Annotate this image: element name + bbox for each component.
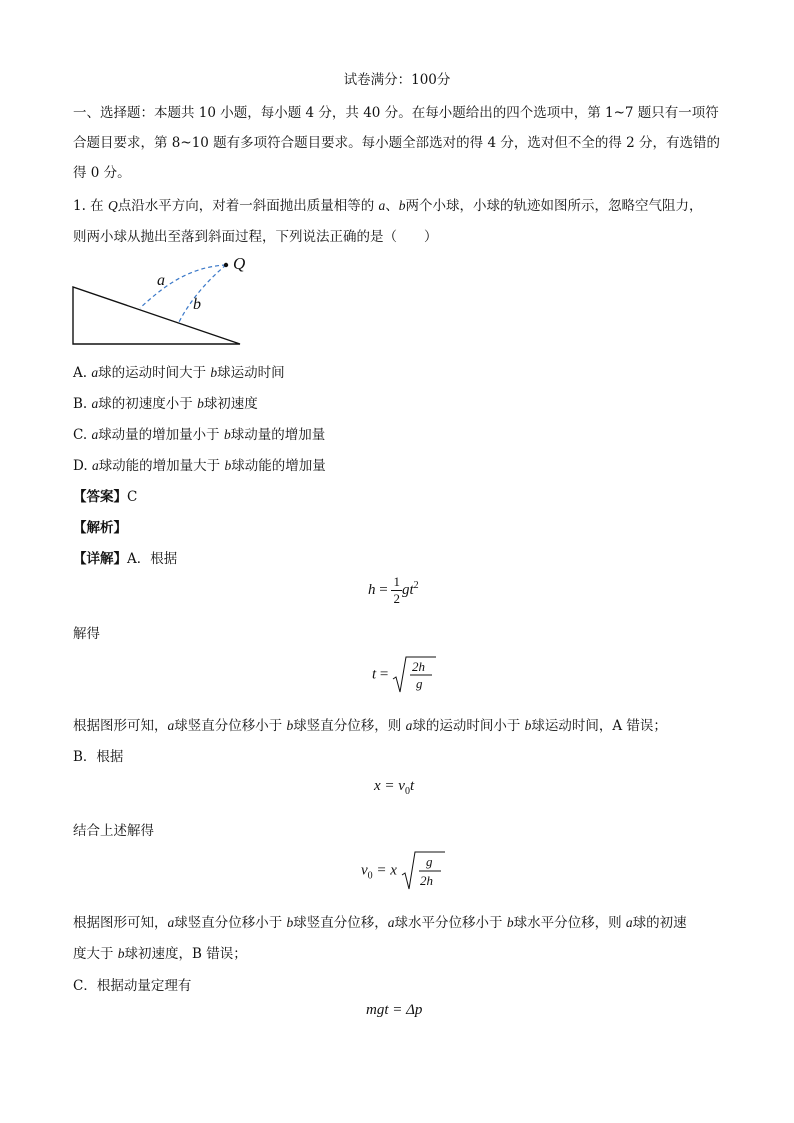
- formula-var: t: [372, 666, 377, 683]
- option-var: b: [210, 365, 218, 380]
- separator: 、: [385, 198, 399, 214]
- option-text: 球的运动时间大于: [98, 365, 211, 381]
- conclusion-text: 球竖直分位移，则: [293, 718, 406, 734]
- q1-text-post: 两个小球，小球的轨迹如图所示，忽略空气阻力，: [405, 198, 703, 214]
- option-var: a: [91, 427, 99, 442]
- formula-x: [374, 778, 414, 797]
- solve-label-1: 解得: [73, 626, 100, 642]
- answer-line: [73, 485, 137, 505]
- conclusion-text: 球水平分位移，则: [513, 915, 626, 931]
- formula-var: v: [361, 862, 368, 879]
- figure-label-b: b: [193, 296, 201, 313]
- conclusion-text: 球运动时间，A 错误；: [531, 718, 667, 734]
- option-d: [73, 454, 326, 474]
- sqrt-den: 2h: [419, 873, 433, 888]
- sqrt-num: g: [425, 854, 433, 869]
- option-letter: A.: [73, 365, 88, 381]
- ball-a: a: [378, 198, 386, 213]
- answer-value: C: [127, 489, 138, 505]
- figure-label-a: a: [157, 272, 165, 289]
- section-instructions-line3: 得 0 分。: [73, 165, 131, 181]
- point-q-dot: [224, 263, 228, 267]
- point-q: Q: [107, 198, 118, 213]
- conclusion-text: 根据图形可知，: [73, 718, 168, 734]
- option-letter: D.: [73, 458, 88, 474]
- formula-t: [372, 655, 436, 695]
- question-1-stem-line1: [73, 194, 703, 214]
- fraction-num: 1: [393, 574, 400, 589]
- figure-label-q: Q: [233, 254, 246, 273]
- formula-subscript: 0: [404, 786, 410, 797]
- option-text: 球动能的增加量大于: [98, 458, 225, 474]
- formula-eq: =: [375, 581, 392, 598]
- section-instructions-line2: 合题目要求，第 8~10 题有多项符合题目要求。每小题全部选对的得 4 分，选对但不全的得 2 分，有选错的: [73, 135, 721, 151]
- formula-h: [368, 574, 419, 607]
- option-text: 球动能的增加量: [231, 458, 326, 474]
- conclusion-text: 球竖直分位移，: [293, 915, 388, 931]
- formula-text: x = v: [374, 778, 405, 794]
- sqrt-num: 2h: [412, 659, 426, 674]
- sqrt-2h-over-g: [392, 655, 436, 695]
- option-var: a: [91, 396, 99, 411]
- option-var: a: [91, 458, 99, 473]
- sqrt-den: g: [416, 676, 423, 691]
- ball-b: b: [398, 198, 406, 213]
- formula-eq: = x: [372, 862, 397, 879]
- detail-line: [73, 547, 177, 567]
- b-intro: B．根据: [73, 749, 124, 765]
- formula-var: gt: [401, 581, 414, 598]
- formula-var: h: [368, 581, 376, 598]
- fraction-half: [391, 574, 402, 607]
- question-1-stem-line2: 则两小球从抛出至落到斜面过程，下列说法正确的是（ ）: [73, 229, 438, 245]
- formula-eq: =: [376, 666, 393, 683]
- trajectory-a: [140, 265, 226, 308]
- conclusion-text: 球竖直分位移小于: [174, 915, 287, 931]
- option-text: 球动量的增加量: [230, 427, 326, 443]
- detail-label: 【详解】: [73, 551, 127, 567]
- analysis-label: [73, 516, 127, 536]
- option-var: b: [223, 427, 231, 442]
- q1-number: 1. 在: [73, 198, 108, 214]
- analysis-label-text: 【解析】: [73, 520, 127, 536]
- sqrt-g-over-2h: [401, 850, 445, 892]
- conclusion-text: 根据图形可知，: [73, 915, 168, 931]
- option-b: [73, 392, 258, 412]
- fraction-den: 2: [393, 591, 400, 606]
- formula-exponent: 2: [413, 579, 419, 591]
- formula-subscript: 0: [367, 870, 373, 882]
- b-conclusion-line1: 根据图形可知，a球竖直分位移小于 b球竖直分位移，a球水平分位移小于 b球水平分位移，则 a球的初速: [73, 915, 687, 931]
- option-text: 球的初速度小于: [98, 396, 198, 412]
- conclusion-text: 球水平分位移小于: [394, 915, 507, 931]
- a-conclusion: 根据图形可知，a球竖直分位移小于 b球竖直分位移，则 a球的运动时间小于 b球运动时间，A 错误；: [73, 718, 667, 734]
- conclusion-text: 球竖直分位移小于: [174, 718, 287, 734]
- option-letter: C.: [73, 427, 88, 443]
- answer-label: 【答案】: [73, 489, 127, 505]
- formula-v0: [361, 850, 445, 892]
- conclusion-text: 球初速度，B 错误；: [124, 946, 247, 962]
- conclusion-text: 球的运动时间小于: [412, 718, 525, 734]
- full-score-title: 试卷满分：100分: [343, 72, 451, 88]
- c-intro: C．根据动量定理有: [73, 978, 192, 994]
- conclusion-text: 度大于: [73, 946, 118, 962]
- option-a: [73, 361, 285, 381]
- combine-label: 结合上述解得: [73, 823, 154, 839]
- incline-triangle: [73, 287, 240, 344]
- trajectory-b: [178, 265, 226, 324]
- option-letter: B.: [73, 396, 88, 412]
- section-instructions-line1: 一、选择题：本题共 10 小题，每小题 4 分，共 40 分。在每小题给出的四个选项中，第 1~7 题只有一项符: [73, 105, 719, 121]
- option-var: b: [224, 458, 232, 473]
- option-text: 球动量的增加量小于: [98, 427, 224, 443]
- detail-a-intro: A．根据: [127, 551, 178, 567]
- option-var: a: [91, 365, 99, 380]
- conclusion-text: 球的初速: [632, 915, 687, 931]
- option-c: [73, 423, 325, 443]
- b-conclusion-line2: 度大于 b球初速度，B 错误；: [73, 946, 247, 962]
- formula-var: t: [409, 778, 415, 794]
- formula-momentum: mgt = Δp: [366, 1002, 423, 1018]
- option-text: 球运动时间: [217, 365, 285, 381]
- option-text: 球初速度: [203, 396, 258, 412]
- q1-text-mid: 点沿水平方向，对着一斜面抛出质量相等的: [117, 198, 379, 214]
- projectile-figure: [68, 252, 258, 350]
- option-var: b: [197, 396, 204, 411]
